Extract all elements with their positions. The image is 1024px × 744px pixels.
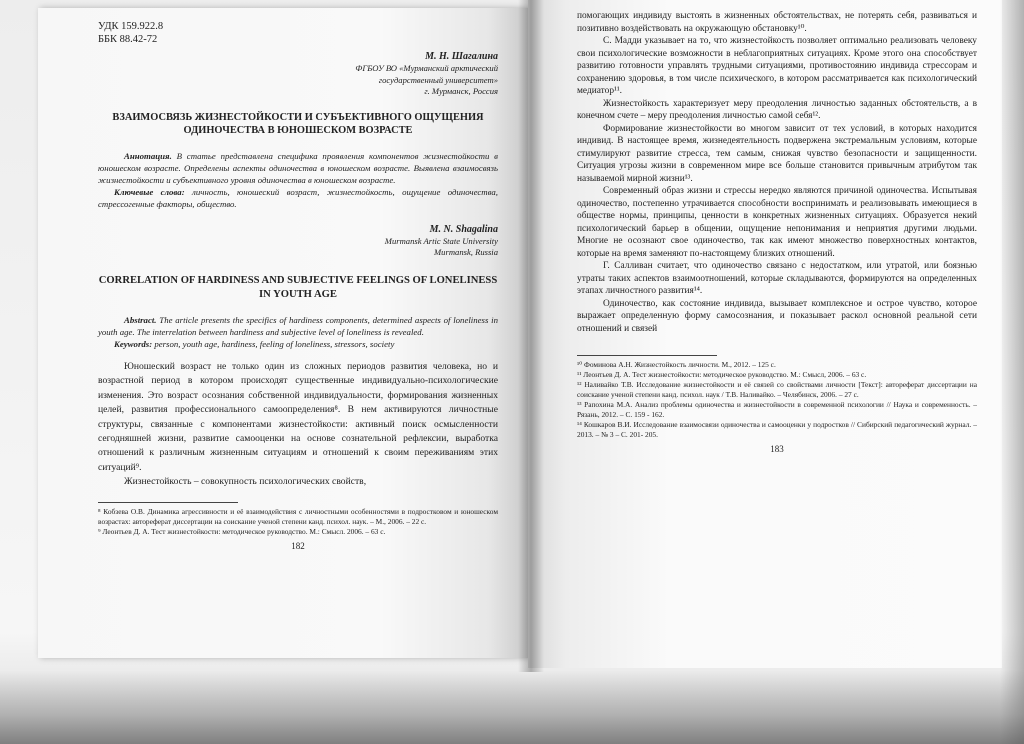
keywords-ru <box>98 186 498 210</box>
body-paragraph: Формирование жизнестойкости во многом зависит от тех условий, в которых находится индивид. В настоящее время, жизнедеятельность подвержена экстремальным условиям, которые стимулируют развитие стресса, тем самым, снижая чувство безопасности и защищенности. Ситуация угрозы жизни в современном мире все больше становится привычным атрибутом так называемой мирной жизни¹³. <box>577 123 977 184</box>
article-title-en: CORRELATION OF HARDINESS AND SUBJECTIVE FEELINGS OF LONELINESS IN YOUTH AGE <box>98 275 498 300</box>
footnote-divider <box>577 355 717 356</box>
page-number-right: 183 <box>770 443 784 454</box>
body-paragraph: Современный образ жизни и стрессы нередко являются причиной одиночества. Испытывая одиночество, постепенно утрачивается способности воспринимать и реализовывать имеющиеся в обществе нормы, принципы, ценности в конкретных жизненных ситуациях. Образуется некий психологический барьер в общении, ощущение непонимания и неприятия другими людьми. Многие не осознают свое одиночество, так как имеют множество поверхностных контактов, которые на время заменяют по-настоящему близких отношений. <box>577 186 977 259</box>
book-spine-shadow <box>518 0 544 672</box>
affiliation-ru-line-3: г. Мурманск, Россия <box>424 85 498 96</box>
edge-shadow <box>1000 0 1024 744</box>
body-paragraph: Юношеский возраст не только один из сложных периодов развития человека, но и возрастной период в котором происходят существенные индивидуально-психологические изменения. Это возраст осознания собственной индивидуальности, формирования жизненных целей, развития профессионального самоопределения⁸. В нем активируются личностные структуры, связанные с компонентами жизнестойкости: активный поиск осмысленности сегодняшней жизни, развитие самооценки на основе сознательной рефлексии, выработка отношений к различным жизненным ситуациям и отношений к своим переживаниям этих ситуаций⁹. <box>98 361 498 473</box>
footnote: ⁹ Леонтьев Д. А. Тест жизнестойкости: методическое руководство. М.: Смысл. 2006. – 63 с. <box>98 526 386 536</box>
scanner-bottom-shadow <box>0 670 1024 744</box>
abstract-text-en: The article presents the specifics of hardiness components, determined aspects of loneliness in youth age. The interrelation between hardiness and subjective level of loneliness is revealed. <box>98 314 499 337</box>
keywords-label-en: Keywords: <box>114 338 153 349</box>
body-paragraph: С. Мадди указывает на то, что жизнестойкость позволяет оптимально реализовать человеку свои психологические возможности в неблагоприятных ситуациях. Кроме этого она способствует развитию готовности управлять трудными ситуациями, противостоянию индивида стрессорам и сохранению здоровья, в том числе психического, в котором рассматривается как психологический медиатор¹¹. <box>577 36 977 96</box>
author-name-ru: М. Н. Шагалина <box>425 51 498 63</box>
body-paragraph: Г. Салливан считает, что одиночество связано с недостатком, или утратой, или боязнью утраты таких аспектов взаимоотношений, которые складываются, формируются на определенных этапах личностного развития¹⁴. <box>577 261 977 296</box>
abstract-label-en: Abstract. <box>124 314 157 325</box>
affiliation-en-line-1: Murmansk Artic State University <box>384 235 498 246</box>
left-page-content <box>98 20 498 552</box>
article-title-ru: ВЗАИМОСВЯЗЬ ЖИЗНЕСТОЙКОСТИ И СУБЪЕКТИВНОГО ОЩУЩЕНИЯ ОДИНОЧЕСТВА В ЮНОШЕСКОМ ВОЗРАСТЕ <box>112 111 484 137</box>
author-name-en: M. N. Shagalina <box>429 223 498 235</box>
keywords-text-ru: личность, юношеский возраст, жизнестойкость, ощущение одиночества, стрессогенные факторы, общество. <box>98 187 498 210</box>
footnote: ¹¹ Леонтьев Д. А. Тест жизнестойкости: методическое руководство. М.: Смысл, 2006. – 63 с. <box>577 369 867 379</box>
left-page <box>38 8 528 658</box>
body-paragraph: Жизнестойкость – совокупность психологических свойств, <box>124 476 367 488</box>
abstract-en <box>98 314 498 338</box>
footnote: ¹⁴ Кошкаров В.И. Исследование взаимосвязи одиночества и самооценки у подростков // Сибирский педагогический журнал. – 2013. – № 3 – С. 201- 205. <box>577 419 977 439</box>
affiliation-en-line-2: Murmansk, Russia <box>434 246 498 257</box>
body-paragraph: Жизнестойкость характеризует меру преодоления личностью заданных обстоятельств, а в конечном счете – меру преодоления личностью самой себя¹². <box>577 98 977 121</box>
body-paragraph: Одиночество, как состояние индивида, вызывает комплексное и острое чувство, которое выражает определенную форму самосознания, и показывает раскол основной реальной сети отношений и связей <box>577 298 977 334</box>
keywords-text-en: person, youth age, hardiness, feeling of loneliness, stressors, society <box>154 338 395 349</box>
right-page-content <box>577 10 977 456</box>
udk-code: УДК 159.922.8 <box>98 21 164 32</box>
affiliation-ru-line-2: государственный университет» <box>378 74 498 85</box>
footnote: ¹² Наливайко Т.В. Исследование жизнестойкости и её связей со свойствами личности [Текст]: автореферат диссертации на соискание ученой степени канд. психол. наук / Т.В. Наливайко. – Челябинск, 2006. – 27 с. <box>577 379 977 399</box>
annotation-text-ru: В статье представлена специфика проявления компонентов жизнестойкости в юношеском возрасте. Определены аспекты одиночества в юношеском возрасте. Выявлена взаимосвязь жизнестойкости и субъективного уровня одиночества в юношеском возрасте. <box>98 150 498 186</box>
page-number-left: 182 <box>291 540 305 551</box>
annotation-ru <box>98 150 498 186</box>
footnote: ¹³ Рапохина М.А. Анализ проблемы одиночества и жизнестойкости в современной психологии // Наука и современность. – Рязань, 2012. – С. 159 - 162. <box>577 399 977 419</box>
right-page <box>528 0 1002 668</box>
footnote-divider <box>98 502 238 503</box>
annotation-label-ru: Аннотация. <box>124 150 172 161</box>
affiliation-ru-line-1: ФГБОУ ВО «Мурманский арктический <box>355 63 498 74</box>
footnote: ¹⁰ Фоминова А.Н. Жизнестойкость личности. М., 2012. – 125 с. <box>577 360 776 369</box>
footnote: ⁸ Кобзева О.В. Динамика агрессивности и её взаимодействия с личностными особенностями в подростковом и юношеском возрастах: автореферат диссертации на соискание ученой степени канд. психол. наук. – М., 2006. – 22 с. <box>98 506 498 526</box>
body-paragraph: помогающих индивиду выстоять в жизненных обстоятельствах, не потерять себя, развиваться и позитивно воздействовать на окружающую обстановку¹⁰. <box>577 11 977 34</box>
bbk-code: ББК 88.42-72 <box>98 34 158 46</box>
keywords-en <box>98 338 498 350</box>
keywords-label-ru: Ключевые слова: <box>114 187 185 198</box>
